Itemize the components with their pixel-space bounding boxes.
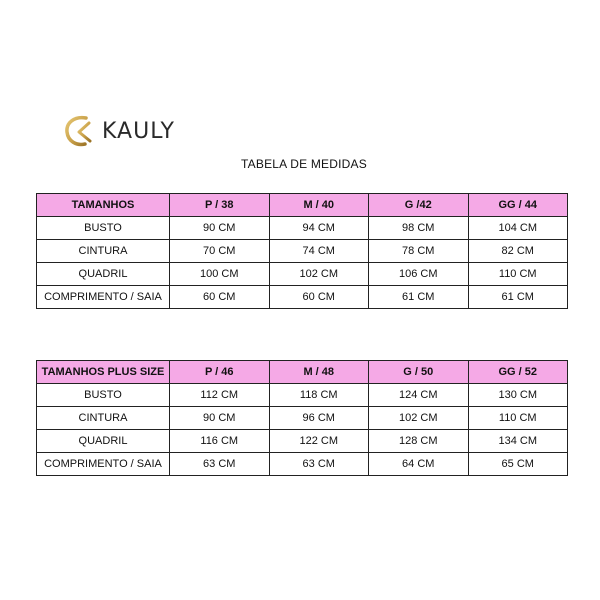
table-row	[37, 286, 568, 309]
value-cell: 82 CM	[468, 240, 568, 263]
value-cell: 90 CM	[170, 217, 270, 240]
value-cell: 63 CM	[170, 453, 270, 476]
measure-label-cell: QUADRIL	[37, 263, 170, 286]
value-cell: 65 CM	[468, 453, 568, 476]
value-cell: 112 CM	[170, 384, 270, 407]
value-cell: 60 CM	[269, 286, 369, 309]
value-cell: 96 CM	[269, 407, 369, 430]
measure-label-cell: BUSTO	[37, 217, 170, 240]
header-cell: GG / 44	[468, 194, 568, 217]
table-row	[37, 263, 568, 286]
measure-label-cell: BUSTO	[37, 384, 170, 407]
value-cell: 102 CM	[369, 407, 469, 430]
table-row	[37, 453, 568, 476]
measure-label-cell: COMPRIMENTO / SAIA	[37, 453, 170, 476]
measure-label-cell: QUADRIL	[37, 430, 170, 453]
table-row	[37, 384, 568, 407]
value-cell: 110 CM	[468, 263, 568, 286]
header-cell: G /42	[369, 194, 469, 217]
header-cell: P / 46	[170, 361, 270, 384]
value-cell: 116 CM	[170, 430, 270, 453]
value-cell: 94 CM	[269, 217, 369, 240]
kauly-logo-icon	[64, 115, 98, 147]
table-row	[37, 240, 568, 263]
table-row	[37, 217, 568, 240]
header-cell: G / 50	[369, 361, 469, 384]
value-cell: 63 CM	[269, 453, 369, 476]
value-cell: 98 CM	[369, 217, 469, 240]
measure-label-cell: CINTURA	[37, 407, 170, 430]
value-cell: 60 CM	[170, 286, 270, 309]
header-cell: M / 48	[269, 361, 369, 384]
value-cell: 122 CM	[269, 430, 369, 453]
value-cell: 134 CM	[468, 430, 568, 453]
value-cell: 130 CM	[468, 384, 568, 407]
value-cell: 78 CM	[369, 240, 469, 263]
header-cell: TAMANHOS PLUS SIZE	[37, 361, 170, 384]
value-cell: 104 CM	[468, 217, 568, 240]
table-row	[37, 430, 568, 453]
table-header-row	[37, 194, 568, 217]
value-cell: 102 CM	[269, 263, 369, 286]
table-header-row	[37, 361, 568, 384]
value-cell: 64 CM	[369, 453, 469, 476]
value-cell: 70 CM	[170, 240, 270, 263]
value-cell: 124 CM	[369, 384, 469, 407]
value-cell: 128 CM	[369, 430, 469, 453]
header-cell: M / 40	[269, 194, 369, 217]
plus-size-table	[36, 360, 568, 476]
value-cell: 61 CM	[369, 286, 469, 309]
value-cell: 100 CM	[170, 263, 270, 286]
measure-label-cell: CINTURA	[37, 240, 170, 263]
header-cell: TAMANHOS	[37, 194, 170, 217]
value-cell: 110 CM	[468, 407, 568, 430]
value-cell: 118 CM	[269, 384, 369, 407]
header-cell: P / 38	[170, 194, 270, 217]
brand-logo	[64, 115, 175, 147]
value-cell: 61 CM	[468, 286, 568, 309]
table-row	[37, 407, 568, 430]
page-title: TABELA DE MEDIDAS	[241, 157, 367, 171]
value-cell: 90 CM	[170, 407, 270, 430]
logo-text: KAULY	[102, 118, 175, 144]
value-cell: 74 CM	[269, 240, 369, 263]
size-table	[36, 193, 568, 309]
measure-label-cell: COMPRIMENTO / SAIA	[37, 286, 170, 309]
value-cell: 106 CM	[369, 263, 469, 286]
header-cell: GG / 52	[468, 361, 568, 384]
